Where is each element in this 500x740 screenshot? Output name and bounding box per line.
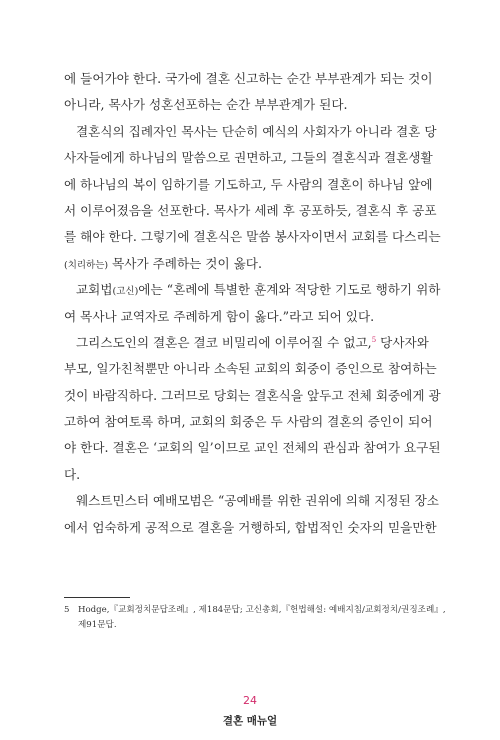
body-text: [64, 66, 444, 541]
text-line: 서 이루어졌음을 선포한다. 목사가 세례 후 공포하듯, 결혼식 후 공포: [64, 202, 437, 218]
footnote-line: 제91문답.: [78, 620, 117, 630]
text-line: 에서 엄숙하게 공적으로 결혼을 거행하되, 합법적인 숫자의 믿을만한: [64, 519, 437, 535]
footnote-reference[interactable]: 5: [371, 335, 377, 344]
footnote-divider: [64, 597, 130, 598]
text-line: [64, 277, 444, 303]
footnote-line: [64, 603, 444, 618]
text-segment: 에는 “혼례에 특별한 훈계와 적당한 기도로 행하기 위하: [138, 282, 441, 298]
book-title-footer: 결혼 매뉴얼: [222, 715, 278, 727]
footnote: [64, 603, 444, 633]
text-segment: 목사가 주례하는 것이 옳다.: [108, 255, 262, 271]
parenthetical-note: (치리하는): [64, 259, 109, 271]
text-line: 여 목사나 교역자로 주례하게 함이 옳다.”라고 되어 있다.: [64, 308, 375, 324]
text-line: 것이 바람직하다. 그러므로 당회는 결혼식을 앞두고 전체 회중에게 광: [64, 387, 441, 403]
text-line: 를 해야 한다. 그렇기에 결혼식은 말씀 봉사자이면서 교회를 다스리는: [64, 229, 441, 245]
text-line: 웨스트민스터 예배모범은 “공예배를 위한 권위에 의해 지정된 장소: [64, 493, 439, 509]
text-line: 고하여 참여토록 하며, 교회의 회중은 두 사람의 결혼의 증인이 되어: [64, 414, 433, 430]
text-line: 에 들어가야 한다. 국가에 결혼 신고하는 순간 부부관계가 되는 것이: [64, 71, 433, 86]
parenthetical-note: (고신): [112, 286, 139, 298]
text-segment: 교회법: [64, 282, 113, 298]
text-segment: 당사자와: [376, 334, 429, 350]
text-line: 야 한다. 결혼은 ‘교회의 일’이므로 교인 전체의 관심과 참여가 요구된: [64, 440, 441, 456]
text-line: [64, 251, 444, 277]
text-line: 에 하나님의 복이 임하기를 기도하고, 두 사람의 결혼이 하나님 앞에: [64, 176, 433, 192]
text-line: 부모, 일가친척뿐만 아니라 소속된 교회의 회중이 증인으로 참여하는: [64, 361, 437, 377]
text-line: 결혼식의 집례자인 목사는 단순히 예식의 사회자가 아니라 결혼 당: [64, 123, 437, 139]
footnote-number: 5: [64, 605, 70, 615]
text-line: [64, 330, 444, 356]
text-line: 다.: [64, 466, 81, 482]
page-number: 24: [243, 694, 257, 707]
text-line: 사자들에게 하나님의 말씀으로 권면하고, 그들의 결혼식과 결혼생활: [64, 150, 433, 166]
text-segment: 그리스도인의 결혼은 결코 비밀리에 이루어질 수 없고,: [64, 334, 372, 350]
text-line: 아니라, 목사가 성혼선포하는 순간 부부관계가 된다.: [64, 97, 348, 113]
footnote-text: Hodge,『교회정치문답조례』, 제184문답; 고신총회,『헌법해설: 예배지침/교회정치/권징조례』,: [78, 605, 446, 615]
